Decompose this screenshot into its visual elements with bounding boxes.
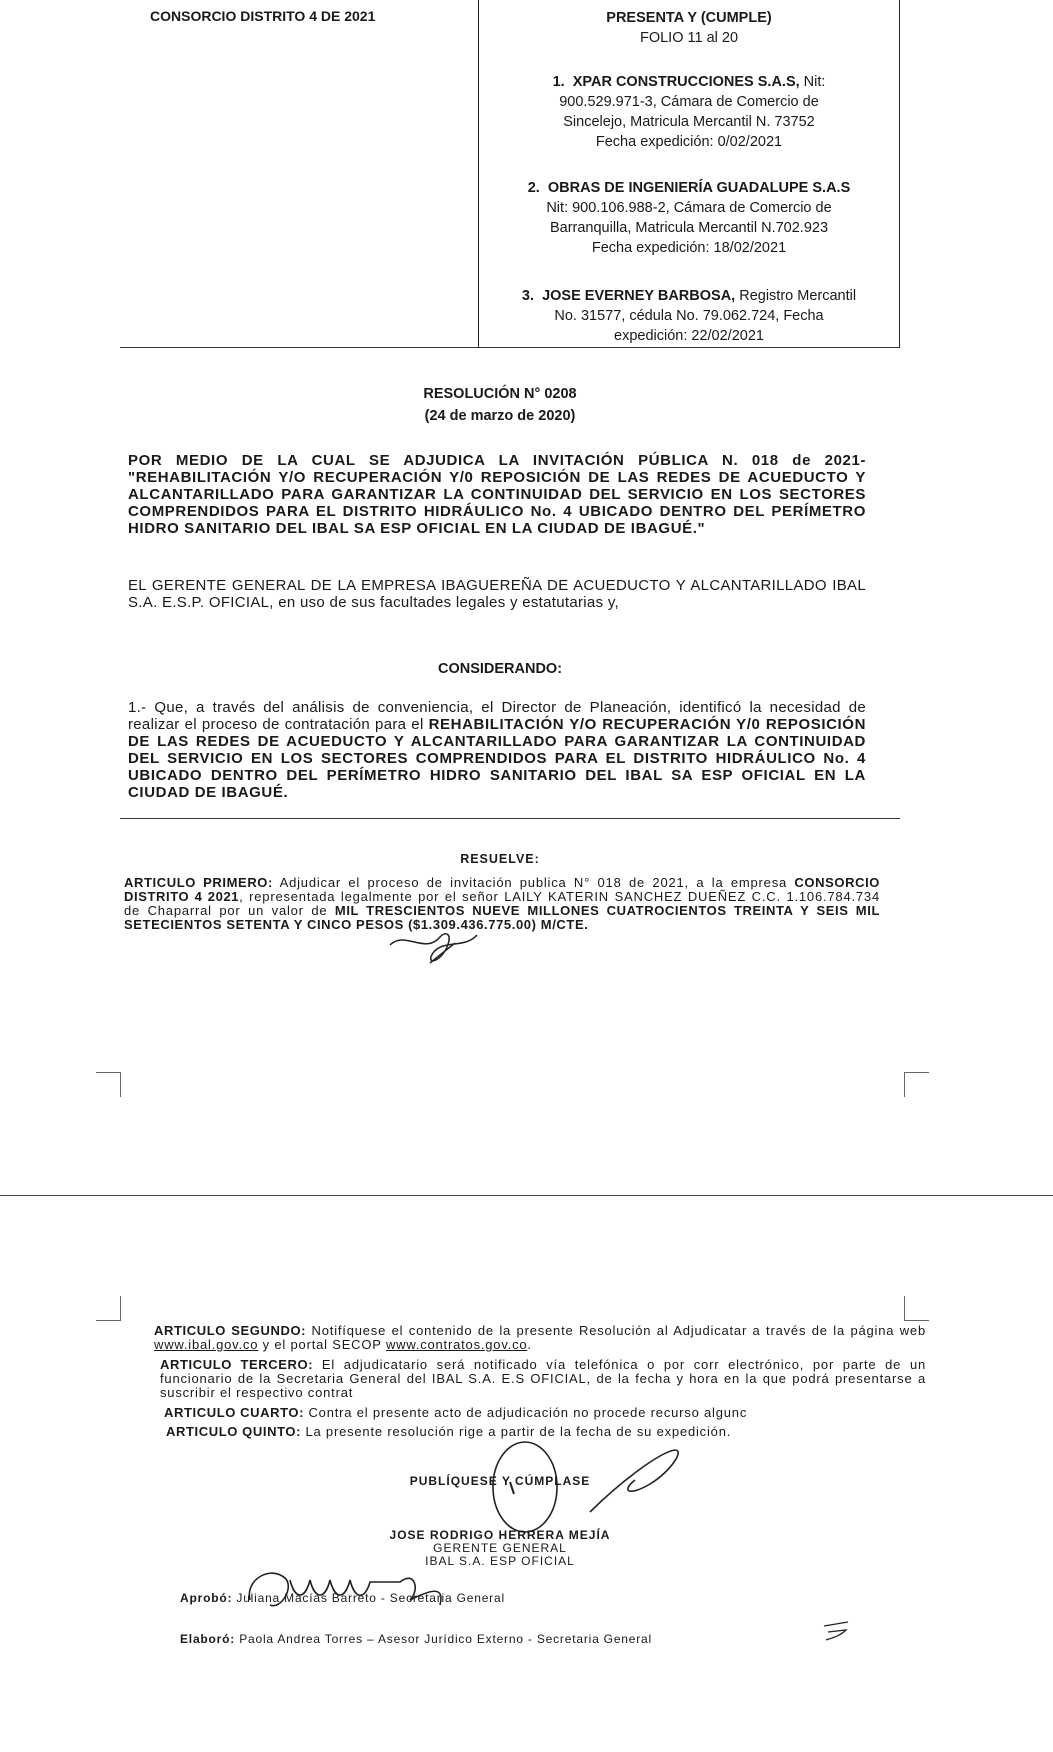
art3-label: ARTICULO TERCERO: [160, 1357, 314, 1372]
item-line: expedición: 22/02/2021 [614, 328, 764, 344]
ibal-link[interactable]: www.ibal.gov.co [154, 1337, 259, 1352]
page-break-line [0, 1195, 1053, 1196]
art3-text: El adjudicatario será notificado vía telefónica o por corr electrónico, por parte de un funcionario de la Secretaria General del IBAL S.A. E.S OFICIAL, de la fecha y hora en la que podrá presentarse a suscribir el respectivo contrat [160, 1357, 927, 1400]
table-item-3 [480, 286, 898, 346]
signer-org: IBAL S.A. ESP OFICIAL [425, 1554, 575, 1568]
art5-label: ARTICULO QUINTO: [166, 1424, 302, 1439]
considerando-1 [128, 699, 866, 801]
presenta-label: PRESENTA Y (CUMPLE) [606, 10, 772, 26]
table-item-1 [480, 72, 898, 152]
art4-label: ARTICULO CUARTO: [164, 1405, 305, 1420]
art2-end: . [527, 1337, 532, 1352]
art2-label: ARTICULO SEGUNDO: [154, 1323, 307, 1338]
table-right-title [480, 8, 898, 48]
initials-mark [820, 1618, 854, 1644]
item-number: 1. [552, 74, 565, 90]
table-divider [478, 0, 479, 348]
resolution-number: RESOLUCIÓN N° 0208 [423, 386, 577, 402]
scan-corner-mark [96, 1296, 121, 1321]
considerando-1-text: 1.- Que, a través del análisis de conveniencia, el Director de Planeación, identificó la necesidad de realizar el proceso de contratación para el [128, 699, 866, 733]
secop-link[interactable]: www.contratos.gov.co [385, 1337, 528, 1352]
scan-corner-mark [96, 1072, 121, 1097]
considerando-title: CONSIDERANDO: [437, 661, 563, 677]
articulo-segundo [154, 1324, 926, 1352]
resolution-date: (24 de marzo de 2020) [424, 408, 576, 424]
item-line: Fecha expedición: 18/02/2021 [591, 240, 787, 256]
art1-label: ARTICULO PRIMERO: [124, 875, 273, 890]
item-line: Nit: 900.106.988-2, Cámara de Comercio de [546, 200, 832, 216]
signer-role: GERENTE GENERAL [433, 1541, 567, 1555]
item-line: 900.529.971-3, Cámara de Comercio de [559, 94, 819, 110]
art2-mid: y el portal SECOP [258, 1337, 386, 1352]
initials-signature [385, 925, 485, 970]
art4-text: Contra el presente acto de adjudicación no procede recurso algunc [304, 1405, 748, 1420]
articulo-tercero [160, 1358, 926, 1400]
approved-text: Juliana Macías Barreto - Secretaria General [232, 1591, 505, 1605]
item-name: OBRAS DE INGENIERÍA GUADALUPE S.A.S [547, 180, 851, 196]
table-bottom-border [120, 347, 900, 348]
prepared-text: Paola Andrea Torres – Asesor Jurídico Externo - Secretaria General [235, 1632, 652, 1646]
item-number: 3. [521, 288, 535, 304]
articulo-cuarto [164, 1406, 926, 1420]
art2-text: Notifíquese el contenido de la presente Resolución al Adjudicatar a través de la página web [306, 1323, 926, 1338]
item-line: Sincelejo, Matricula Mercantil N. 73752 [563, 114, 815, 130]
considerando-1-bold: REHABILITACIÓN Y/O RECUPERACIÓN Y/0 REPOSICIÓN DE LAS REDES DE ACUEDUCTO Y ALCANTARILLADO PARA GARANTIZAR LA CONTINUIDAD DEL SERVICIO EN LOS SECTORES COMPRENDIDOS PARA EL DISTRITO HIDRÁULICO No. 4 UBICADO DENTRO DEL PERÍMETRO HIDRO SANITARIO DEL IBAL SA ESP OFICIAL EN LA CIUDAD DE IBAGUÉ. [128, 716, 866, 801]
resolution-intro: EL GERENTE GENERAL DE LA EMPRESA IBAGUEREÑA DE ACUEDUCTO Y ALCANTARILLADO IBAL S.A. E.S.P. OFICIAL, en uso de sus facultades legales y estatutarias y, [128, 577, 866, 611]
item-number: 2. [527, 180, 540, 196]
closing-text: PUBLÍQUESE Y CÚMPLASE [409, 1474, 591, 1488]
art1-text-a: Adjudicar el proceso de invitación publica N° 018 de 2021, a la empresa [272, 875, 795, 890]
item-line: Barranquilla, Matricula Mercantil N.702.923 [549, 220, 829, 236]
approved-label: Aprobó: [180, 1591, 233, 1605]
item-line: No. 31577, cédula No. 79.062.724, Fecha [554, 308, 824, 324]
resuelve-title: RESUELVE: [460, 852, 540, 866]
art1-amount: MIL TRESCIENTOS NUEVE MILLONES CUATROCIENTOS TREINTA Y SEIS MIL SETECIENTOS SETENTA Y CINCO PESOS ($1.309.436.775.00) M/CTE. [124, 903, 880, 932]
folio-label: FOLIO 11 al 20 [639, 30, 739, 46]
table-border-right [899, 0, 900, 348]
section-divider [120, 818, 900, 819]
scan-corner-mark [904, 1072, 929, 1097]
item-name: JOSE EVERNEY BARBOSA, [542, 288, 736, 304]
resolution-subject: POR MEDIO DE LA CUAL SE ADJUDICA LA INVITACIÓN PÚBLICA N. 018 de 2021- "REHABILITACIÓN Y/O RECUPERACIÓN Y/0 REPOSICIÓN DE LAS REDES DE ACUEDUCTO Y ALCANTARILLADO PARA GARANTIZAR LA CONTINUIDAD DEL SERVICIO EN LOS SECTORES COMPRENDIDOS PARA EL DISTRITO HIDRÁULICO No. 4 UBICADO DENTRO DEL PERÍMETRO HIDRO SANITARIO DEL IBAL SA ESP OFICIAL EN LA CIUDAD DE IBAGUÉ." [128, 452, 866, 537]
art1-text-c: , representada legalmente por el señor LAILY KATERIN SANCHEZ DUEÑEZ C.C. 1.106.784.734 de Chaparral por un valor de [124, 889, 880, 918]
table-item-2 [480, 178, 898, 258]
art1-company: CONSORCIO DISTRITO 4 2021 [124, 875, 880, 904]
item-name-rest: Nit: [799, 74, 826, 90]
prepared-label: Elaboró: [180, 1632, 236, 1646]
art5-text: La presente resolución rige a partir de la fecha de su expedición. [301, 1424, 732, 1439]
articulo-primero [124, 876, 880, 932]
signer-name: JOSE RODRIGO HERRERA MEJÍA [389, 1528, 611, 1542]
scan-corner-mark [904, 1296, 929, 1321]
item-name-rest: Registro Mercantil [735, 288, 857, 304]
table-left-title: CONSORCIO DISTRITO 4 DE 2021 [150, 8, 376, 24]
approved-line [180, 1591, 505, 1605]
item-name: XPAR CONSTRUCCIONES S.A.S, [572, 74, 800, 90]
item-line: Fecha expedición: 0/02/2021 [595, 134, 783, 150]
approver-signature [240, 1560, 460, 1620]
prepared-line [180, 1632, 652, 1646]
